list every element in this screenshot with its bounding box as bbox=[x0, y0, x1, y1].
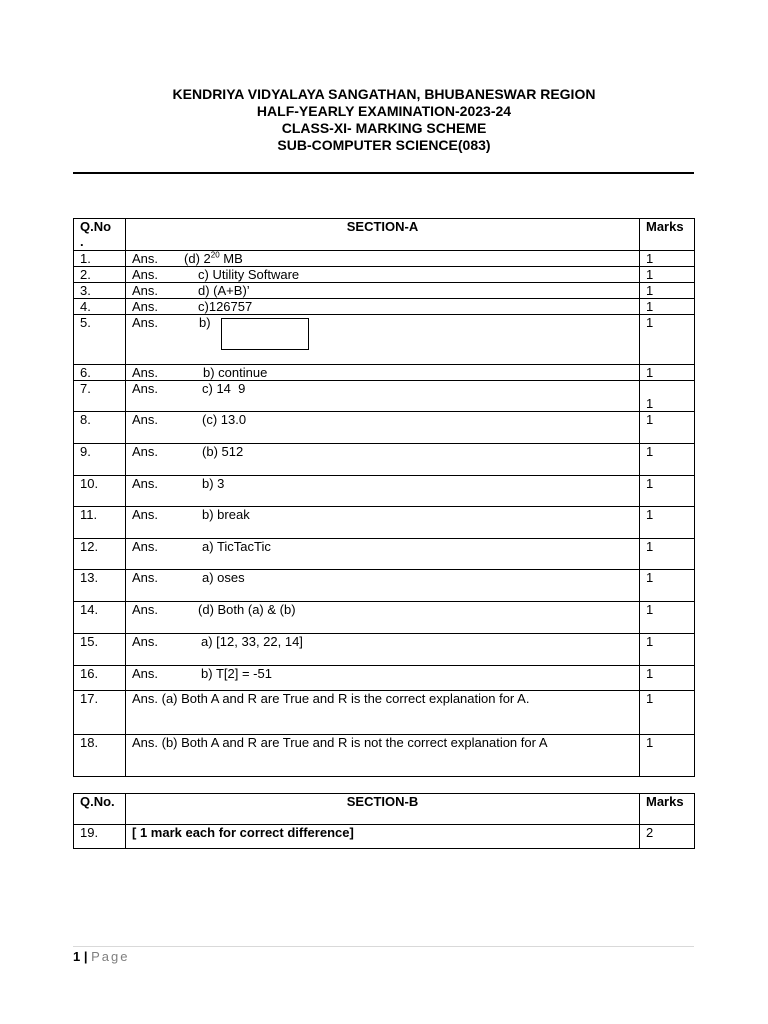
row-answer: Ans. b) break bbox=[126, 507, 640, 539]
row-marks: 1 bbox=[640, 267, 695, 283]
row-answer: Ans. b) bbox=[126, 315, 640, 365]
col-qno-header: Q.No. bbox=[74, 794, 126, 825]
row-answer: Ans. b) T[2] = -51 bbox=[126, 666, 640, 691]
page-number: 1 bbox=[73, 949, 81, 964]
row-qno: 8. bbox=[74, 412, 126, 444]
header-divider bbox=[73, 172, 694, 174]
row-answer: Ans. d) (A+B)’ bbox=[126, 283, 640, 299]
row-qno: 7. bbox=[74, 381, 126, 412]
section-a-table bbox=[73, 218, 695, 777]
footer-separator: | bbox=[83, 949, 88, 964]
row-marks: 1 bbox=[640, 602, 695, 634]
row-marks: 1 bbox=[640, 251, 695, 267]
row-qno: 15. bbox=[74, 634, 126, 666]
table-row bbox=[74, 507, 695, 539]
row-answer: Ans. (a) Both A and R are True and R is the correct explanation for A. bbox=[126, 691, 640, 735]
row-answer: Ans. c) 14 9 bbox=[126, 381, 640, 412]
row-qno: 6. bbox=[74, 365, 126, 381]
table-row bbox=[74, 412, 695, 444]
table-row bbox=[74, 444, 695, 476]
row-marks: 1 bbox=[640, 570, 695, 602]
row-marks: 1 bbox=[640, 539, 695, 570]
row-qno: 12. bbox=[74, 539, 126, 570]
row-answer: Ans. a) oses bbox=[126, 570, 640, 602]
footer-divider bbox=[73, 946, 694, 947]
row-qno: 11. bbox=[74, 507, 126, 539]
table-row bbox=[74, 315, 695, 365]
table-row bbox=[74, 539, 695, 570]
page-footer bbox=[73, 949, 130, 964]
table-row bbox=[74, 825, 695, 849]
row-answer: Ans. b) 3 bbox=[126, 476, 640, 507]
table-row bbox=[74, 283, 695, 299]
row-qno: 13. bbox=[74, 570, 126, 602]
row-marks: 1 bbox=[640, 283, 695, 299]
table-row bbox=[74, 365, 695, 381]
table-row bbox=[74, 381, 695, 412]
table-row bbox=[74, 602, 695, 634]
row-marks: 1 bbox=[640, 507, 695, 539]
table-row bbox=[74, 570, 695, 602]
col-qno-header: Q.No . bbox=[74, 219, 126, 251]
row-marks: 1 bbox=[640, 691, 695, 735]
row-marks: 1 bbox=[640, 634, 695, 666]
section-a-header-row bbox=[74, 219, 695, 251]
row-marks: 1 bbox=[640, 315, 695, 365]
table-row bbox=[74, 251, 695, 267]
row-qno: 5. bbox=[74, 315, 126, 365]
row-marks: 1 bbox=[640, 444, 695, 476]
document-header bbox=[0, 86, 768, 154]
row-answer: Ans. (d) Both (a) & (b) bbox=[126, 602, 640, 634]
table-row bbox=[74, 267, 695, 283]
row-answer: Ans. c) Utility Software bbox=[126, 267, 640, 283]
row-marks: 1 bbox=[640, 476, 695, 507]
section-b-title: SECTION-B bbox=[126, 794, 640, 825]
row-answer: Ans. (d) $2^{20}$ MB bbox=[126, 251, 640, 267]
page-word: Page bbox=[91, 949, 130, 964]
answer-image-placeholder bbox=[221, 318, 309, 350]
table-row bbox=[74, 299, 695, 315]
table-row bbox=[74, 476, 695, 507]
row-qno: 1. bbox=[74, 251, 126, 267]
row-qno: 18. bbox=[74, 735, 126, 777]
row-marks: 1 bbox=[640, 365, 695, 381]
row-marks: 1 bbox=[640, 299, 695, 315]
row-qno: 9. bbox=[74, 444, 126, 476]
row-marks: 1 bbox=[640, 666, 695, 691]
row-marks: 1 bbox=[640, 735, 695, 777]
row-qno: 10. bbox=[74, 476, 126, 507]
row-answer: Ans. a) [12, 33, 22, 14] bbox=[126, 634, 640, 666]
row-answer: Ans. (c) 13.0 bbox=[126, 412, 640, 444]
row-answer: Ans. (b) Both A and R are True and R is not the correct explanation for A bbox=[126, 735, 640, 777]
row-qno: 2. bbox=[74, 267, 126, 283]
header-line-4: SUB-COMPUTER SCIENCE(083) bbox=[277, 137, 491, 153]
section-b-table bbox=[73, 793, 695, 849]
col-marks-header: Marks bbox=[640, 794, 695, 825]
row-qno: 4. bbox=[74, 299, 126, 315]
section-b-header-row bbox=[74, 794, 695, 825]
table-row bbox=[74, 691, 695, 735]
section-a-title: SECTION-A bbox=[126, 219, 640, 251]
header-line-1: KENDRIYA VIDYALAYA SANGATHAN, BHUBANESWAR REGION bbox=[172, 86, 596, 102]
row-qno: 14. bbox=[74, 602, 126, 634]
row-marks: 2 bbox=[640, 825, 695, 849]
table-row bbox=[74, 666, 695, 691]
row-answer: Ans. b) continue bbox=[126, 365, 640, 381]
table-row bbox=[74, 735, 695, 777]
row-answer: Ans. a) TicTacTic bbox=[126, 539, 640, 570]
table-row bbox=[74, 634, 695, 666]
header-line-2: HALF-YEARLY EXAMINATION-2023-24 bbox=[256, 103, 512, 119]
row-qno: 17. bbox=[74, 691, 126, 735]
row-marks: 1 bbox=[640, 412, 695, 444]
row-answer: Ans. c)126757 bbox=[126, 299, 640, 315]
row-marks: 1 bbox=[640, 381, 695, 412]
row-qno: 19. bbox=[74, 825, 126, 849]
row-qno: 16. bbox=[74, 666, 126, 691]
col-marks-header: Marks bbox=[640, 219, 695, 251]
row-answer: Ans. (b) 512 bbox=[126, 444, 640, 476]
row-qno: 3. bbox=[74, 283, 126, 299]
header-line-3: CLASS-XI- MARKING SCHEME bbox=[281, 120, 487, 136]
row-answer: [ 1 mark each for correct difference] bbox=[126, 825, 640, 849]
